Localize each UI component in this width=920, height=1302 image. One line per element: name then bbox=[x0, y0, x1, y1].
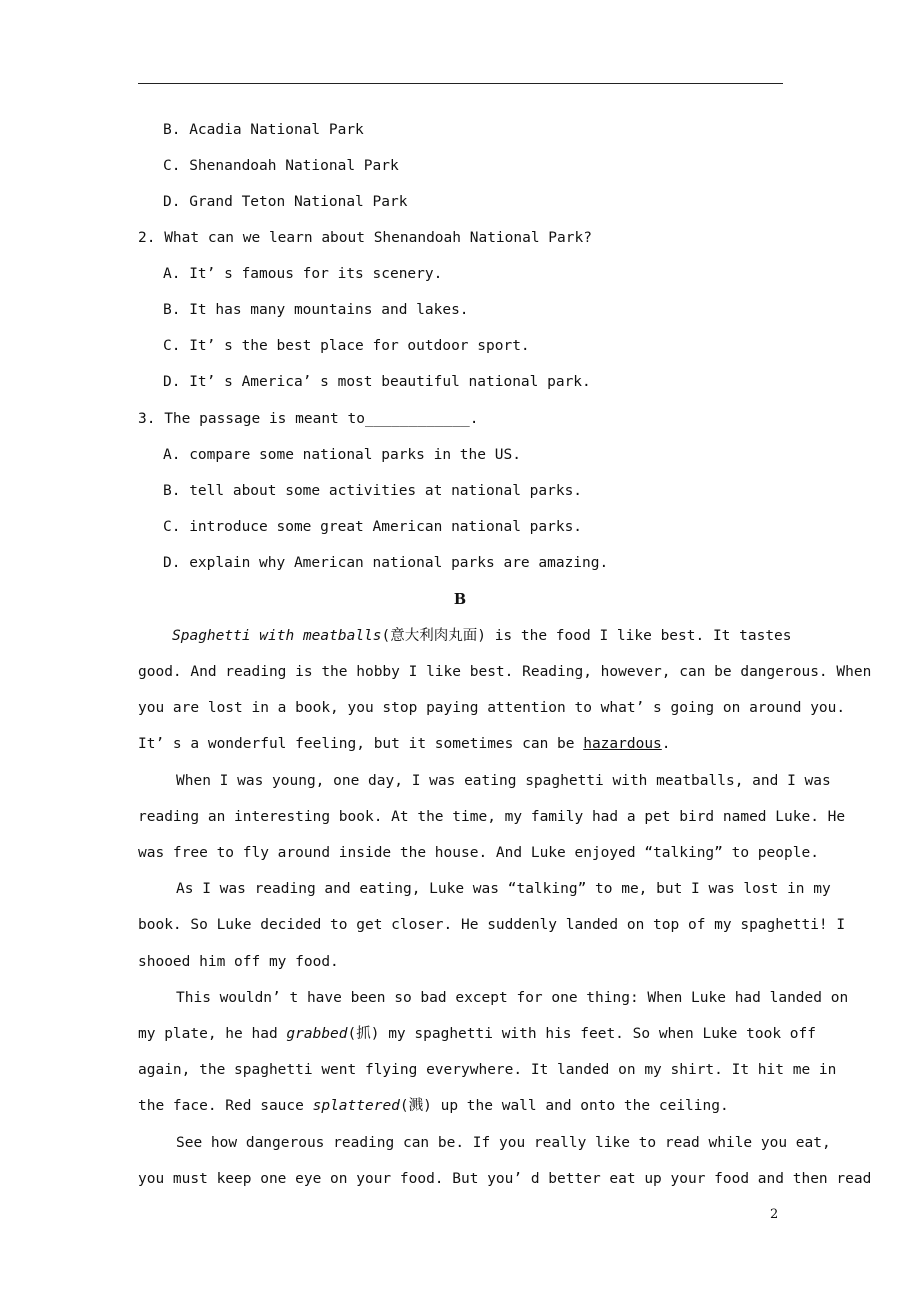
question-3: 3. The passage is meant to____________. bbox=[138, 411, 479, 427]
page-number: 2 bbox=[770, 1207, 779, 1222]
passage-line: you must keep one eye on your food. But you’ d better eat up your food and then read bbox=[138, 1171, 872, 1187]
q2-option-b: B. It has many mountains and lakes. bbox=[163, 302, 469, 318]
passage-line: reading an interesting book. At the time, my family had a pet bird named Luke. He bbox=[138, 809, 846, 825]
header-rule bbox=[138, 83, 783, 84]
passage-line: you are lost in a book, you stop paying attention to what’ s going on around you. bbox=[138, 700, 846, 716]
passage-line: book. So Luke decided to get closer. He suddenly landed on top of my spaghetti! I bbox=[138, 917, 846, 933]
passage-line bbox=[138, 734, 783, 754]
text-span: It’ s a wonderful feeling, but it sometimes can be bbox=[138, 736, 584, 752]
text-span: (溅) up the wall and onto the ceiling. bbox=[399, 1098, 729, 1114]
q2-option-a: A. It’ s famous for its scenery. bbox=[163, 266, 443, 282]
q3-option-d: D. explain why American national parks are amazing. bbox=[163, 555, 609, 571]
q2-option-d: D. It’ s America’ s most beautiful national park. bbox=[163, 374, 591, 390]
q1-option-c: C. Shenandoah National Park bbox=[163, 158, 399, 174]
passage-line: See how dangerous reading can be. If you really like to read while you eat, bbox=[176, 1135, 831, 1151]
underlined-word: hazardous bbox=[583, 736, 662, 752]
q2-option-c: C. It’ s the best place for outdoor sport. bbox=[163, 338, 530, 354]
q3-option-a: A. compare some national parks in the US. bbox=[163, 447, 521, 463]
italic-word: splattered bbox=[312, 1098, 400, 1114]
text-span: (意大利肉丸面) is the food I like best. It tastes bbox=[381, 628, 792, 644]
q3-option-b: B. tell about some activities at national parks. bbox=[163, 483, 583, 499]
passage-line bbox=[138, 1024, 816, 1044]
passage-line: As I was reading and eating, Luke was “talking” to me, but I was lost in my bbox=[176, 881, 831, 897]
text-span: (抓) my spaghetti with his feet. So when Luke took off bbox=[347, 1026, 816, 1042]
q3-option-c: C. introduce some great American national parks. bbox=[163, 519, 583, 535]
passage-line: good. And reading is the hobby I like best. Reading, however, can be dangerous. When bbox=[138, 664, 872, 680]
passage-line: When I was young, one day, I was eating spaghetti with meatballs, and I was bbox=[176, 773, 831, 789]
passage-line bbox=[138, 1096, 783, 1116]
passage-line bbox=[172, 626, 792, 646]
passage-line: again, the spaghetti went flying everywhere. It landed on my shirt. It hit me in bbox=[138, 1062, 837, 1078]
text-span: the face. Red sauce bbox=[138, 1098, 313, 1114]
question-2: 2. What can we learn about Shenandoah National Park? bbox=[138, 230, 592, 246]
passage-line: This wouldn’ t have been so bad except for one thing: When Luke had landed on bbox=[176, 990, 849, 1006]
q1-option-d: D. Grand Teton National Park bbox=[163, 194, 408, 210]
italic-phrase: Spaghetti with meatballs bbox=[172, 628, 382, 644]
section-title: B bbox=[453, 591, 467, 608]
q1-option-b: B. Acadia National Park bbox=[163, 122, 364, 138]
passage-line: was free to fly around inside the house. And Luke enjoyed “talking” to people. bbox=[138, 845, 819, 861]
italic-word: grabbed bbox=[286, 1026, 348, 1042]
text-span: . bbox=[661, 736, 671, 752]
passage-line: shooed him off my food. bbox=[138, 954, 339, 970]
text-span: my plate, he had bbox=[138, 1026, 287, 1042]
